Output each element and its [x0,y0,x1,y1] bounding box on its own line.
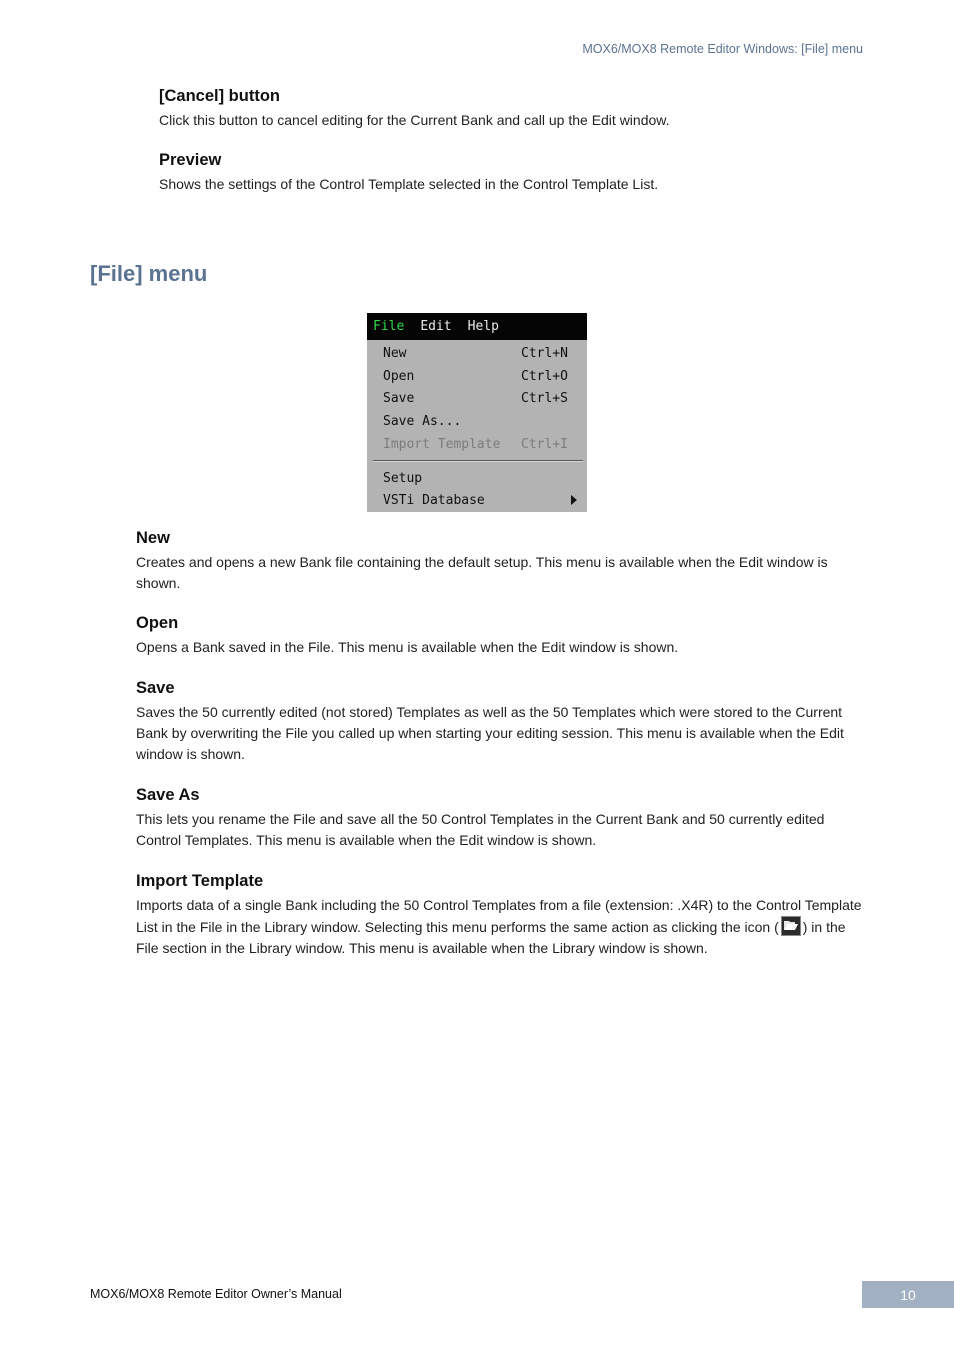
menu-item-label: VSTi Database [383,492,485,508]
page-title: [File] menu [90,261,208,286]
file-menu-screenshot [367,313,587,512]
save-section [136,678,864,765]
section-body: Shows the settings of the Control Template selected in the Control Template List. [159,176,659,192]
section-body: Creates and opens a new Bank file containing the default setup. This menu is available when the Edit window is shown. [136,554,828,591]
section-heading: Preview [159,151,222,169]
menu-item-save-as[interactable] [383,410,571,432]
menu-item-label: Save As... [383,413,462,429]
preview-section [159,150,859,195]
section-body: Saves the 50 currently edited (not stored) Templates as well as the 50 Templates which were stored to the Current Bank by overwriting the File you called up when starting your editing session. This menu is available when the Edit window is shown. [136,704,844,762]
footer-manual-title: MOX6/MOX8 Remote Editor Owner’s Manual [90,1287,342,1301]
section-body [136,895,864,959]
open-section [136,613,864,658]
menu-file[interactable]: File [373,319,405,334]
body-text-after-icon: ) in the File section in the Library window. This menu is available when the Library window is shown. [136,919,846,956]
new-section [136,528,864,594]
menu-item-shortcut: Ctrl+I [521,436,568,452]
menu-item-label: New [383,345,407,361]
section-body: Click this button to cancel editing for the Current Bank and call up the Edit window. [159,112,670,128]
menu-bar [367,313,587,340]
menu-item-label: Open [383,368,415,384]
menu-item-new[interactable] [383,342,571,364]
folder-open-icon [781,916,801,936]
menu-item-shortcut: Ctrl+O [521,368,568,384]
menu-item-open[interactable] [383,365,571,387]
section-heading: Save [136,679,175,697]
section-heading: [Cancel] button [159,87,280,105]
save-as-section [136,785,864,851]
menu-separator [373,460,583,462]
menu-item-label: Setup [383,470,423,486]
section-body: This lets you rename the File and save all the 50 Control Templates in the Current Bank and 50 currently edited Control Templates. This menu is available when the Edit window is shown. [136,811,825,848]
import-template-section [136,871,864,959]
menu-item-setup[interactable] [383,467,571,489]
section-heading: Open [136,614,179,632]
menu-item-shortcut: Ctrl+S [521,390,568,406]
section-heading: Import Template [136,872,264,890]
menu-help[interactable]: Help [467,319,499,334]
menu-item-label: Save [383,390,415,406]
section-heading: Save As [136,786,200,804]
cancel-button-section [159,86,859,131]
running-head: MOX6/MOX8 Remote Editor Windows: [File] menu [582,42,863,56]
menu-item-shortcut: Ctrl+N [521,345,568,361]
section-body: Opens a Bank saved in the File. This menu is available when the Edit window is shown. [136,639,679,655]
section-heading: New [136,529,170,547]
body-text-before-icon: Imports data of a single Bank including the 50 Control Templates from a file (extension: .X4R) to the Control Template List in the File in the Library window. Selecting this menu performs the same action as clicking the icon ( [136,897,862,935]
menu-item-import-template [383,433,571,455]
menu-item-save[interactable] [383,387,571,409]
submenu-arrow-icon [571,495,577,505]
menu-item-vsti-database[interactable] [383,489,571,511]
menu-edit[interactable]: Edit [420,319,452,334]
menu-item-label: Import Template [383,436,501,452]
page-number: 10 [862,1281,954,1308]
